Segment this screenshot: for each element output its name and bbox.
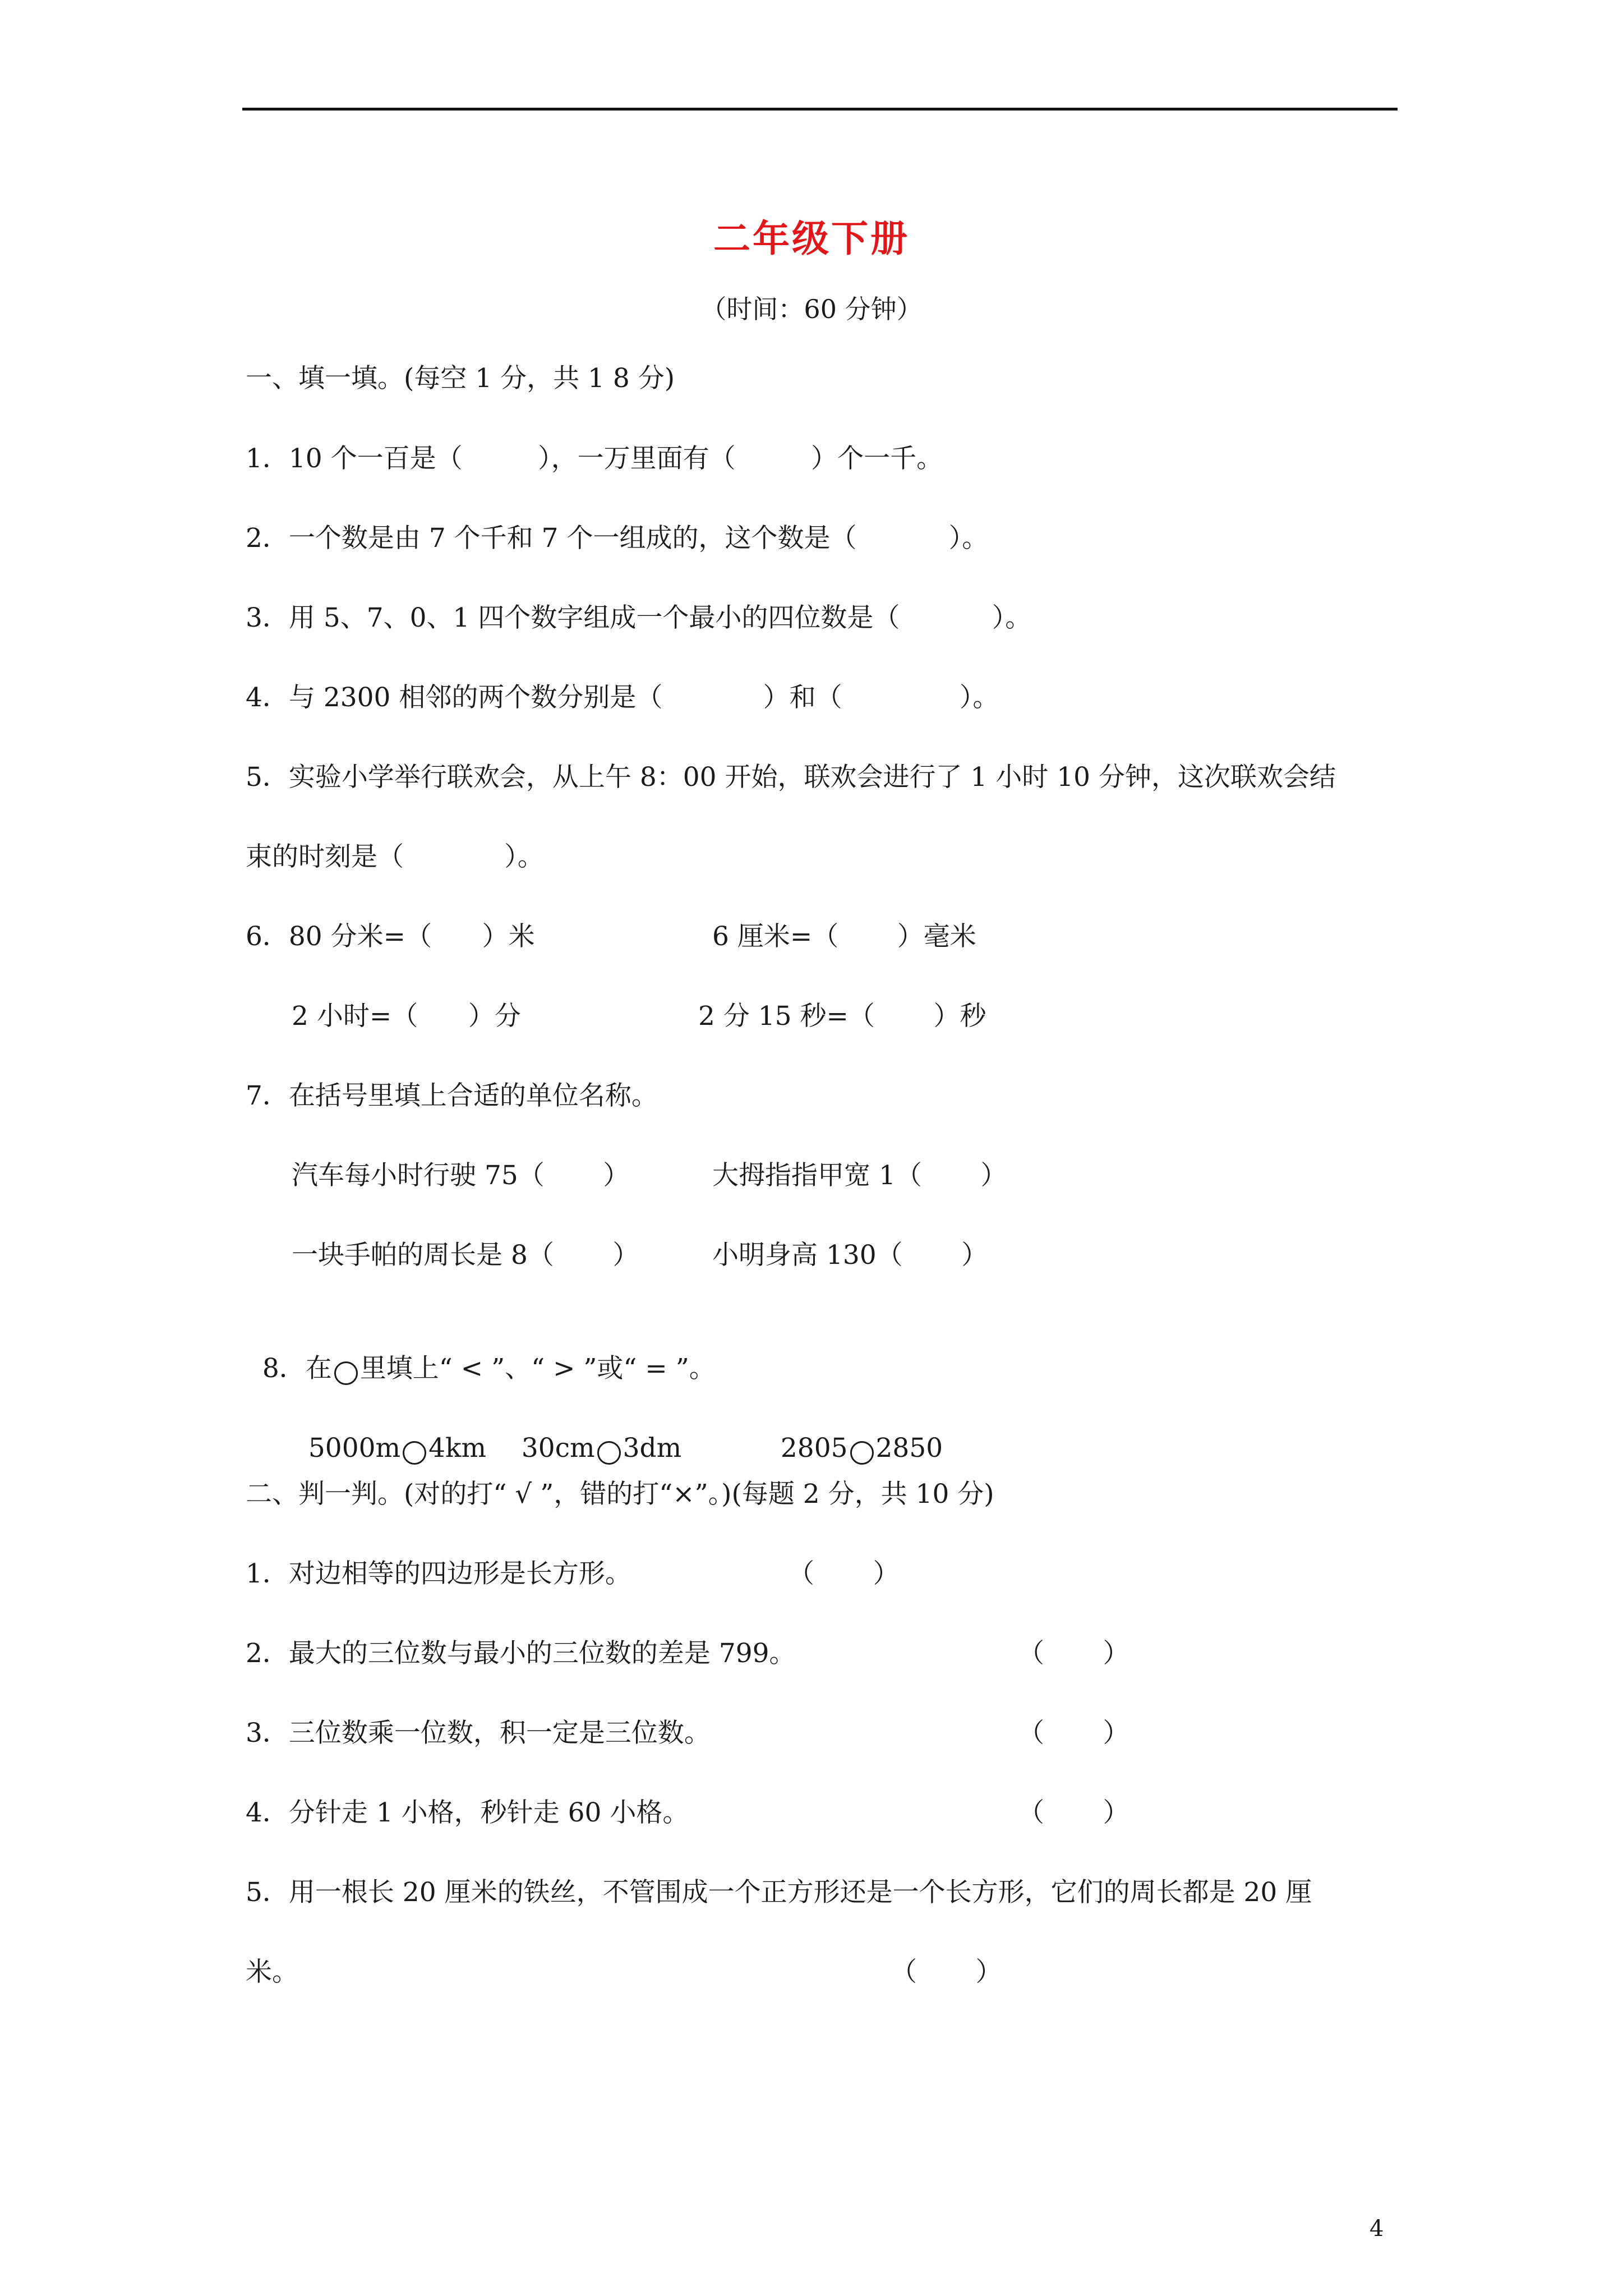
s2-q4-paren: （ ） <box>1018 1797 1129 1828</box>
s1-q8-item-c <box>764 1398 943 1465</box>
s2-q4: 4．分针走 1 小格，秒针走 60 小格。 <box>246 1797 689 1828</box>
s1-q4: 4．与 2300 相邻的两个数分别是（ ）和（ ）。 <box>246 682 999 713</box>
s1-q7-d: 小明身高 130（ ） <box>712 1240 988 1271</box>
s1-q8-item-a <box>292 1398 486 1465</box>
page-title: 二年级下册 <box>713 217 910 260</box>
s2-q3: 3．三位数乘一位数，积一定是三位数。 <box>246 1718 711 1749</box>
s1-q8-prefix: 8．在 <box>262 1353 332 1384</box>
s2-q5-line1: 5．用一根长 20 厘米的铁丝，不管围成一个正方形还是一个长方形，它们的周长都是 20 厘 <box>246 1877 1312 1908</box>
s1-q8-a-left: 5000m <box>308 1433 401 1464</box>
s1-q6-d: 2 分 15 秒=（ ）秒 <box>698 1001 986 1032</box>
s1-q8-suffix: 里填上“ < ”、“ > ”或“ = ”。 <box>359 1353 716 1384</box>
s1-q2: 2．一个数是由 7 个千和 7 个一组成的，这个数是（ ）。 <box>246 523 989 554</box>
compare-circle-icon <box>334 1361 358 1385</box>
compare-circle-icon <box>850 1441 874 1465</box>
s1-q8-a-right: 4km <box>428 1433 487 1464</box>
s1-q8-c-right: 2850 <box>875 1433 943 1464</box>
s1-q6-a: 6．80 分米=（ ）米 <box>246 921 535 952</box>
s1-q3: 3．用 5、7、0、1 四个数字组成一个最小的四位数是（ ）。 <box>246 602 1032 633</box>
s2-q3-paren: （ ） <box>1018 1718 1129 1749</box>
s2-q2: 2．最大的三位数与最小的三位数的差是 799。 <box>246 1638 796 1669</box>
s2-q2-paren: （ ） <box>1018 1638 1129 1669</box>
s1-q8-b-right: 3dm <box>623 1433 682 1464</box>
time-limit: （时间：60 分钟） <box>700 294 923 324</box>
s2-q5-paren: （ ） <box>891 1957 1002 1987</box>
s1-q7: 7．在括号里填上合适的单位名称。 <box>246 1080 658 1111</box>
s2-q5-line2: 米。 <box>246 1957 298 1987</box>
compare-circle-icon <box>597 1441 621 1465</box>
section2-heading: 二、判一判。(对的打“ √ ”，错的打“×”。)(每题 2 分，共 10 分) <box>246 1479 994 1510</box>
s1-q6-b: 6 厘米=（ ）毫米 <box>712 921 976 952</box>
s1-q8-item-b <box>505 1398 681 1465</box>
s1-q6-c: 2 小时=（ ）分 <box>292 1001 521 1032</box>
s2-q1-paren: （ ） <box>788 1558 900 1589</box>
page-number: 4 <box>1370 2216 1384 2242</box>
section1-heading: 一、填一填。(每空 1 分，共 1 8 分) <box>246 363 675 394</box>
compare-circle-icon <box>403 1441 426 1465</box>
s1-q8 <box>246 1318 716 1386</box>
s1-q7-b: 大拇指指甲宽 1（ ） <box>712 1160 1007 1191</box>
s1-q5-line1: 5．实验小学举行联欢会，从上午 8：00 开始，联欢会进行了 1 小时 10 分钟，这次联欢会结 <box>246 762 1336 793</box>
s1-q8-c-left: 2805 <box>780 1433 848 1464</box>
s2-q1: 1．对边相等的四边形是长方形。 <box>246 1558 631 1589</box>
s1-q5-line2: 束的时刻是（ ）。 <box>246 841 544 872</box>
s1-q7-a: 汽车每小时行驶 75（ ） <box>292 1160 630 1191</box>
header-rule <box>242 108 1398 111</box>
s1-q7-c: 一块手帕的周长是 8（ ） <box>292 1240 639 1271</box>
s1-q1: 1．10 个一百是（ ），一万里面有（ ）个一千。 <box>246 443 943 474</box>
s1-q8-b-left: 30cm <box>521 1433 595 1464</box>
